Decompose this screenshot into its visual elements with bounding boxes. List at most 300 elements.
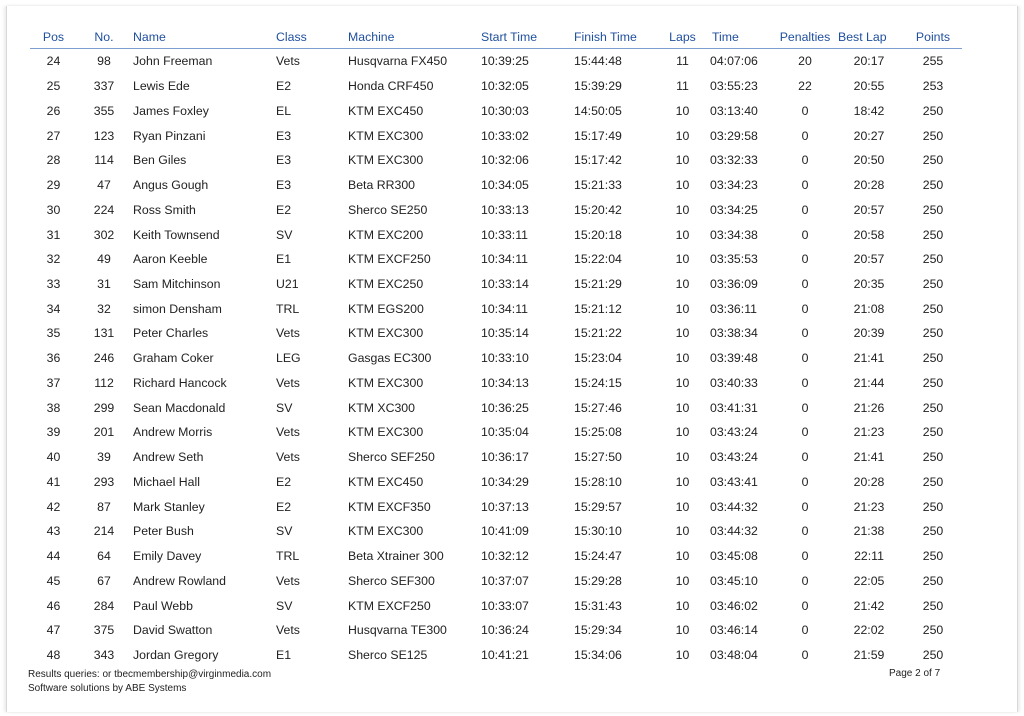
cell-laps: 11 (676, 79, 689, 94)
cell-time: 03:34:25 (710, 202, 758, 217)
cell-time: 03:44:32 (710, 524, 758, 539)
cell-best-lap: 21:23 (853, 499, 885, 514)
cell-laps: 10 (675, 400, 690, 415)
cell-no: 246 (93, 351, 115, 366)
cell-points: 255 (922, 54, 944, 69)
cell-no: 98 (97, 54, 111, 69)
cell-class: E1 (276, 252, 292, 267)
table-row (30, 469, 962, 494)
cell-best-lap: 20:17 (853, 54, 885, 69)
cell-finish-time: 15:21:29 (574, 276, 622, 291)
cell-class: TRL (276, 301, 300, 316)
cell-no: 343 (93, 647, 115, 662)
cell-best-lap: 21:38 (853, 524, 885, 539)
cell-machine: KTM EXCF250 (348, 252, 431, 267)
cell-penalties: 0 (801, 524, 809, 539)
cell-best-lap: 20:27 (853, 128, 885, 143)
column-header-class: Class (275, 26, 347, 49)
column-header-finish-time: Finish Time (570, 26, 657, 49)
cell-class: E3 (276, 153, 292, 168)
cell-name: simon Densham (133, 301, 222, 316)
cell-pos: 33 (46, 276, 61, 291)
cell-name: Keith Townsend (133, 227, 220, 242)
cell-name: Ross Smith (133, 202, 196, 217)
cell-finish-time: 15:20:42 (574, 202, 622, 217)
cell-class: Vets (276, 326, 300, 341)
cell-no: 293 (93, 474, 115, 489)
table-row (30, 222, 962, 247)
cell-laps: 10 (675, 128, 690, 143)
cell-no: 64 (97, 549, 111, 564)
cell-best-lap: 21:26 (853, 400, 885, 415)
cell-no: 284 (93, 598, 115, 613)
cell-no: 67 (97, 573, 111, 588)
cell-laps: 10 (675, 623, 690, 638)
cell-points: 250 (922, 202, 944, 217)
cell-finish-time: 15:21:33 (574, 178, 622, 193)
table-row (30, 395, 962, 420)
cell-penalties: 0 (801, 252, 809, 267)
cell-time: 03:36:11 (710, 301, 757, 316)
cell-penalties: 22 (798, 79, 812, 94)
cell-finish-time: 15:31:43 (574, 598, 622, 613)
cell-start-time: 10:34:05 (481, 178, 529, 193)
cell-start-time: 10:34:29 (481, 474, 529, 489)
cell-no: 31 (97, 276, 111, 291)
cell-finish-time: 15:22:04 (574, 252, 622, 267)
cell-start-time: 10:32:12 (481, 549, 529, 564)
cell-name: Sam Mitchinson (133, 276, 221, 291)
cell-time: 03:46:14 (710, 623, 758, 638)
cell-machine: KTM EXC300 (348, 326, 424, 341)
cell-class: E1 (276, 647, 292, 662)
cell-laps: 10 (675, 153, 690, 168)
cell-start-time: 10:32:05 (481, 79, 529, 94)
column-header-machine: Machine (347, 26, 477, 49)
cell-points: 250 (922, 623, 944, 638)
cell-time: 03:41:31 (710, 400, 758, 415)
cell-laps: 10 (675, 351, 690, 366)
cell-penalties: 0 (801, 375, 809, 390)
cell-start-time: 10:35:14 (481, 326, 529, 341)
cell-laps: 10 (675, 202, 690, 217)
column-header-pos: Pos (30, 26, 77, 49)
cell-start-time: 10:33:13 (481, 202, 529, 217)
cell-best-lap: 20:57 (853, 202, 885, 217)
cell-best-lap: 20:58 (853, 227, 885, 242)
cell-pos: 39 (46, 425, 61, 440)
cell-machine: Sherco SEF250 (348, 450, 435, 465)
cell-time: 03:48:04 (710, 647, 758, 662)
cell-no: 47 (97, 178, 111, 193)
cell-laps: 10 (675, 103, 690, 118)
table-row (30, 173, 962, 198)
cell-class: Vets (276, 54, 300, 69)
cell-best-lap: 22:02 (853, 623, 885, 638)
cell-penalties: 0 (801, 598, 809, 613)
cell-name: Paul Webb (133, 598, 193, 613)
cell-start-time: 10:33:14 (481, 276, 529, 291)
cell-no: 214 (93, 524, 115, 539)
cell-finish-time: 15:29:28 (574, 573, 622, 588)
table-row (30, 445, 962, 470)
cell-pos: 46 (46, 598, 61, 613)
table-row (30, 98, 962, 123)
cell-name: Ben Giles (133, 153, 187, 168)
cell-pos: 28 (46, 153, 61, 168)
cell-name: Emily Davey (133, 549, 202, 564)
cell-finish-time: 15:27:50 (574, 450, 622, 465)
cell-time: 03:35:53 (710, 252, 758, 267)
cell-finish-time: 15:17:49 (574, 128, 622, 143)
cell-penalties: 0 (801, 326, 809, 341)
cell-laps: 10 (675, 276, 690, 291)
cell-pos: 35 (46, 326, 61, 341)
cell-pos: 31 (46, 227, 61, 242)
cell-machine: Husqvarna TE300 (348, 623, 447, 638)
cell-name: Andrew Rowland (133, 573, 226, 588)
cell-points: 250 (922, 400, 944, 415)
cell-pos: 43 (46, 524, 61, 539)
cell-name: Richard Hancock (133, 375, 227, 390)
cell-start-time: 10:36:25 (481, 400, 529, 415)
table-row (30, 49, 962, 74)
cell-class: E3 (276, 178, 292, 193)
cell-laps: 10 (675, 178, 690, 193)
cell-penalties: 0 (801, 276, 809, 291)
cell-points: 250 (922, 598, 944, 613)
cell-penalties: 0 (801, 400, 809, 415)
cell-laps: 10 (675, 499, 690, 514)
cell-name: Jordan Gregory (133, 647, 219, 662)
cell-laps: 10 (675, 227, 690, 242)
cell-best-lap: 18:42 (853, 103, 885, 118)
table-row (30, 123, 962, 148)
table-row (30, 618, 962, 643)
cell-time: 03:38:34 (710, 326, 758, 341)
cell-machine: Sherco SE125 (348, 647, 428, 662)
cell-time: 03:55:23 (710, 79, 758, 94)
cell-finish-time: 15:20:18 (574, 227, 622, 242)
cell-finish-time: 15:29:57 (574, 499, 622, 514)
cell-pos: 29 (46, 178, 61, 193)
cell-machine: KTM EXCF350 (348, 499, 431, 514)
cell-name: Angus Gough (133, 178, 209, 193)
cell-name: Michael Hall (133, 474, 200, 489)
cell-laps: 11 (676, 54, 689, 69)
cell-start-time: 10:33:10 (481, 351, 529, 366)
cell-penalties: 0 (801, 103, 809, 118)
cell-penalties: 0 (801, 128, 809, 143)
cell-pos: 38 (46, 400, 61, 415)
cell-start-time: 10:33:07 (481, 598, 529, 613)
cell-name: Ryan Pinzani (133, 128, 206, 143)
cell-pos: 45 (46, 573, 61, 588)
cell-name: David Swatton (133, 623, 213, 638)
cell-points: 250 (922, 351, 944, 366)
cell-start-time: 10:37:07 (481, 573, 529, 588)
table-row (30, 321, 962, 346)
cell-machine: KTM EXC300 (348, 375, 424, 390)
cell-time: 03:40:33 (710, 375, 758, 390)
cell-time: 03:13:40 (710, 103, 758, 118)
cell-machine: Gasgas EC300 (348, 351, 432, 366)
cell-penalties: 0 (801, 573, 809, 588)
cell-best-lap: 20:57 (853, 252, 885, 267)
cell-best-lap: 20:55 (853, 79, 885, 94)
cell-pos: 32 (46, 252, 61, 267)
cell-class: Vets (276, 425, 300, 440)
cell-no: 131 (93, 326, 115, 341)
cell-best-lap: 20:28 (853, 178, 885, 193)
table-row (30, 197, 962, 222)
cell-pos: 48 (46, 647, 61, 662)
cell-points: 250 (922, 647, 944, 662)
column-header-time: Time (708, 26, 776, 49)
cell-laps: 10 (675, 425, 690, 440)
cell-penalties: 0 (801, 549, 809, 564)
cell-pos: 24 (46, 54, 61, 69)
cell-laps: 10 (675, 598, 690, 613)
cell-best-lap: 22:05 (853, 573, 885, 588)
cell-time: 03:36:09 (710, 276, 758, 291)
table-row (30, 494, 962, 519)
cell-class: Vets (276, 450, 300, 465)
cell-pos: 26 (46, 103, 61, 118)
cell-time: 03:34:23 (710, 178, 758, 193)
cell-best-lap: 21:08 (853, 301, 885, 316)
cell-points: 250 (922, 326, 944, 341)
cell-best-lap: 22:11 (854, 549, 884, 564)
cell-penalties: 0 (801, 351, 809, 366)
cell-penalties: 0 (801, 153, 809, 168)
cell-pos: 30 (46, 202, 61, 217)
cell-time: 03:43:24 (710, 450, 758, 465)
cell-class: E2 (276, 474, 292, 489)
cell-machine: Sherco SEF300 (348, 573, 435, 588)
cell-class: SV (276, 400, 293, 415)
cell-laps: 10 (675, 524, 690, 539)
cell-points: 250 (922, 499, 944, 514)
cell-start-time: 10:33:11 (481, 227, 528, 242)
cell-time: 03:32:33 (710, 153, 758, 168)
cell-start-time: 10:33:02 (481, 128, 529, 143)
cell-class: SV (276, 227, 293, 242)
cell-start-time: 10:34:11 (481, 252, 528, 267)
cell-laps: 10 (675, 375, 690, 390)
cell-no: 337 (93, 79, 115, 94)
column-header-no: No. (77, 26, 131, 49)
cell-time: 03:29:58 (710, 128, 758, 143)
cell-best-lap: 20:35 (853, 276, 885, 291)
cell-laps: 10 (675, 326, 690, 341)
results-table (30, 26, 962, 667)
cell-best-lap: 21:44 (853, 375, 885, 390)
table-row (30, 272, 962, 297)
footer-queries: Results queries: or tbecmembership@virginmedia.com (28, 669, 272, 680)
cell-laps: 10 (675, 573, 690, 588)
cell-penalties: 0 (801, 425, 809, 440)
cell-points: 250 (922, 153, 944, 168)
cell-machine: Husqvarna FX450 (348, 54, 448, 69)
cell-points: 253 (922, 79, 944, 94)
cell-points: 250 (922, 524, 944, 539)
cell-pos: 47 (46, 623, 61, 638)
cell-start-time: 10:32:06 (481, 153, 529, 168)
cell-finish-time: 15:21:12 (574, 301, 622, 316)
cell-finish-time: 15:28:10 (574, 474, 622, 489)
cell-start-time: 10:34:13 (481, 375, 529, 390)
table-row (30, 420, 962, 445)
cell-finish-time: 15:34:06 (574, 647, 622, 662)
cell-start-time: 10:34:11 (481, 301, 528, 316)
cell-pos: 41 (46, 474, 61, 489)
cell-machine: KTM EXC450 (348, 474, 424, 489)
cell-start-time: 10:41:21 (481, 647, 529, 662)
table-header-row (30, 26, 962, 49)
cell-penalties: 0 (801, 623, 809, 638)
cell-laps: 10 (675, 549, 690, 564)
column-header-best-lap: Best Lap (834, 26, 904, 49)
cell-pos: 36 (46, 351, 61, 366)
cell-start-time: 10:36:17 (481, 450, 529, 465)
cell-laps: 10 (675, 450, 690, 465)
cell-penalties: 0 (801, 474, 809, 489)
cell-class: TRL (276, 549, 300, 564)
cell-finish-time: 15:39:29 (574, 79, 622, 94)
cell-machine: KTM EXC250 (348, 276, 424, 291)
cell-time: 03:45:10 (710, 573, 758, 588)
cell-class: EL (276, 103, 292, 118)
cell-time: 03:39:48 (710, 351, 758, 366)
table-row (30, 544, 962, 569)
cell-time: 03:43:41 (710, 474, 758, 489)
cell-pos: 37 (46, 375, 61, 390)
cell-class: Vets (276, 375, 300, 390)
cell-laps: 10 (675, 647, 690, 662)
cell-best-lap: 21:42 (853, 598, 885, 613)
cell-no: 112 (94, 375, 114, 390)
cell-finish-time: 15:44:48 (574, 54, 622, 69)
cell-start-time: 10:39:25 (481, 54, 529, 69)
cell-finish-time: 15:27:46 (574, 400, 622, 415)
cell-class: E3 (276, 128, 292, 143)
table-row (30, 643, 962, 668)
table-row (30, 148, 962, 173)
cell-finish-time: 15:25:08 (574, 425, 622, 440)
cell-best-lap: 21:59 (853, 647, 885, 662)
cell-penalties: 0 (801, 202, 809, 217)
cell-best-lap: 20:28 (853, 474, 885, 489)
table-row (30, 296, 962, 321)
cell-penalties: 0 (801, 227, 809, 242)
cell-machine: KTM EGS200 (348, 301, 424, 316)
footer-software-credit: Software solutions by ABE Systems (28, 683, 187, 694)
cell-machine: KTM EXC450 (348, 103, 424, 118)
cell-no: 375 (93, 623, 115, 638)
table-row (30, 247, 962, 272)
cell-class: Vets (276, 623, 300, 638)
cell-time: 03:43:24 (710, 425, 758, 440)
cell-penalties: 20 (798, 54, 812, 69)
cell-machine: KTM EXCF250 (348, 598, 431, 613)
cell-laps: 10 (675, 301, 690, 316)
table-row (30, 74, 962, 99)
cell-name: Lewis Ede (133, 79, 190, 94)
cell-start-time: 10:30:03 (481, 103, 529, 118)
cell-machine: KTM EXC200 (348, 227, 424, 242)
cell-time: 03:44:32 (710, 499, 758, 514)
page-number: Page 2 of 7 (889, 668, 941, 679)
cell-start-time: 10:36:24 (481, 623, 529, 638)
footer-contact (28, 668, 271, 696)
cell-best-lap: 20:39 (853, 326, 885, 341)
cell-name: Aaron Keeble (133, 252, 208, 267)
cell-no: 114 (94, 153, 114, 168)
column-header-name: Name (131, 26, 275, 49)
cell-name: Mark Stanley (133, 499, 205, 514)
cell-name: James Foxley (133, 103, 209, 118)
cell-pos: 34 (46, 301, 61, 316)
cell-pos: 27 (46, 128, 61, 143)
cell-points: 250 (922, 276, 944, 291)
table-row (30, 568, 962, 593)
cell-no: 49 (97, 252, 111, 267)
table-row (30, 593, 962, 618)
cell-laps: 10 (675, 474, 690, 489)
table-row (30, 346, 962, 371)
cell-pos: 44 (46, 549, 61, 564)
cell-points: 250 (922, 301, 944, 316)
cell-pos: 40 (46, 450, 61, 465)
cell-name: Andrew Morris (133, 425, 213, 440)
cell-class: Vets (276, 573, 300, 588)
table-row (30, 519, 962, 544)
cell-points: 250 (922, 178, 944, 193)
cell-class: E2 (276, 202, 292, 217)
cell-machine: KTM EXC300 (348, 524, 424, 539)
cell-name: Peter Bush (133, 524, 194, 539)
cell-machine: KTM EXC300 (348, 425, 424, 440)
column-header-points: Points (904, 26, 962, 49)
cell-class: E2 (276, 499, 292, 514)
cell-name: John Freeman (133, 54, 213, 69)
cell-penalties: 0 (801, 301, 809, 316)
cell-best-lap: 21:41 (853, 351, 885, 366)
cell-start-time: 10:41:09 (481, 524, 529, 539)
cell-penalties: 0 (801, 499, 809, 514)
cell-best-lap: 20:50 (853, 153, 885, 168)
cell-machine: KTM EXC300 (348, 153, 424, 168)
cell-points: 250 (922, 128, 944, 143)
cell-finish-time: 15:21:22 (574, 326, 622, 341)
cell-time: 03:46:02 (710, 598, 758, 613)
cell-name: Graham Coker (133, 351, 214, 366)
cell-start-time: 10:35:04 (481, 425, 529, 440)
cell-time: 04:07:06 (710, 54, 758, 69)
cell-name: Sean Macdonald (133, 400, 226, 415)
cell-finish-time: 14:50:05 (574, 103, 622, 118)
cell-name: Peter Charles (133, 326, 209, 341)
column-header-laps: Laps (657, 26, 708, 49)
cell-class: SV (276, 524, 293, 539)
cell-no: 299 (93, 400, 115, 415)
cell-finish-time: 15:24:47 (574, 549, 622, 564)
cell-machine: KTM XC300 (348, 400, 415, 415)
cell-best-lap: 21:41 (853, 450, 885, 465)
cell-no: 123 (93, 128, 115, 143)
cell-best-lap: 21:23 (853, 425, 885, 440)
